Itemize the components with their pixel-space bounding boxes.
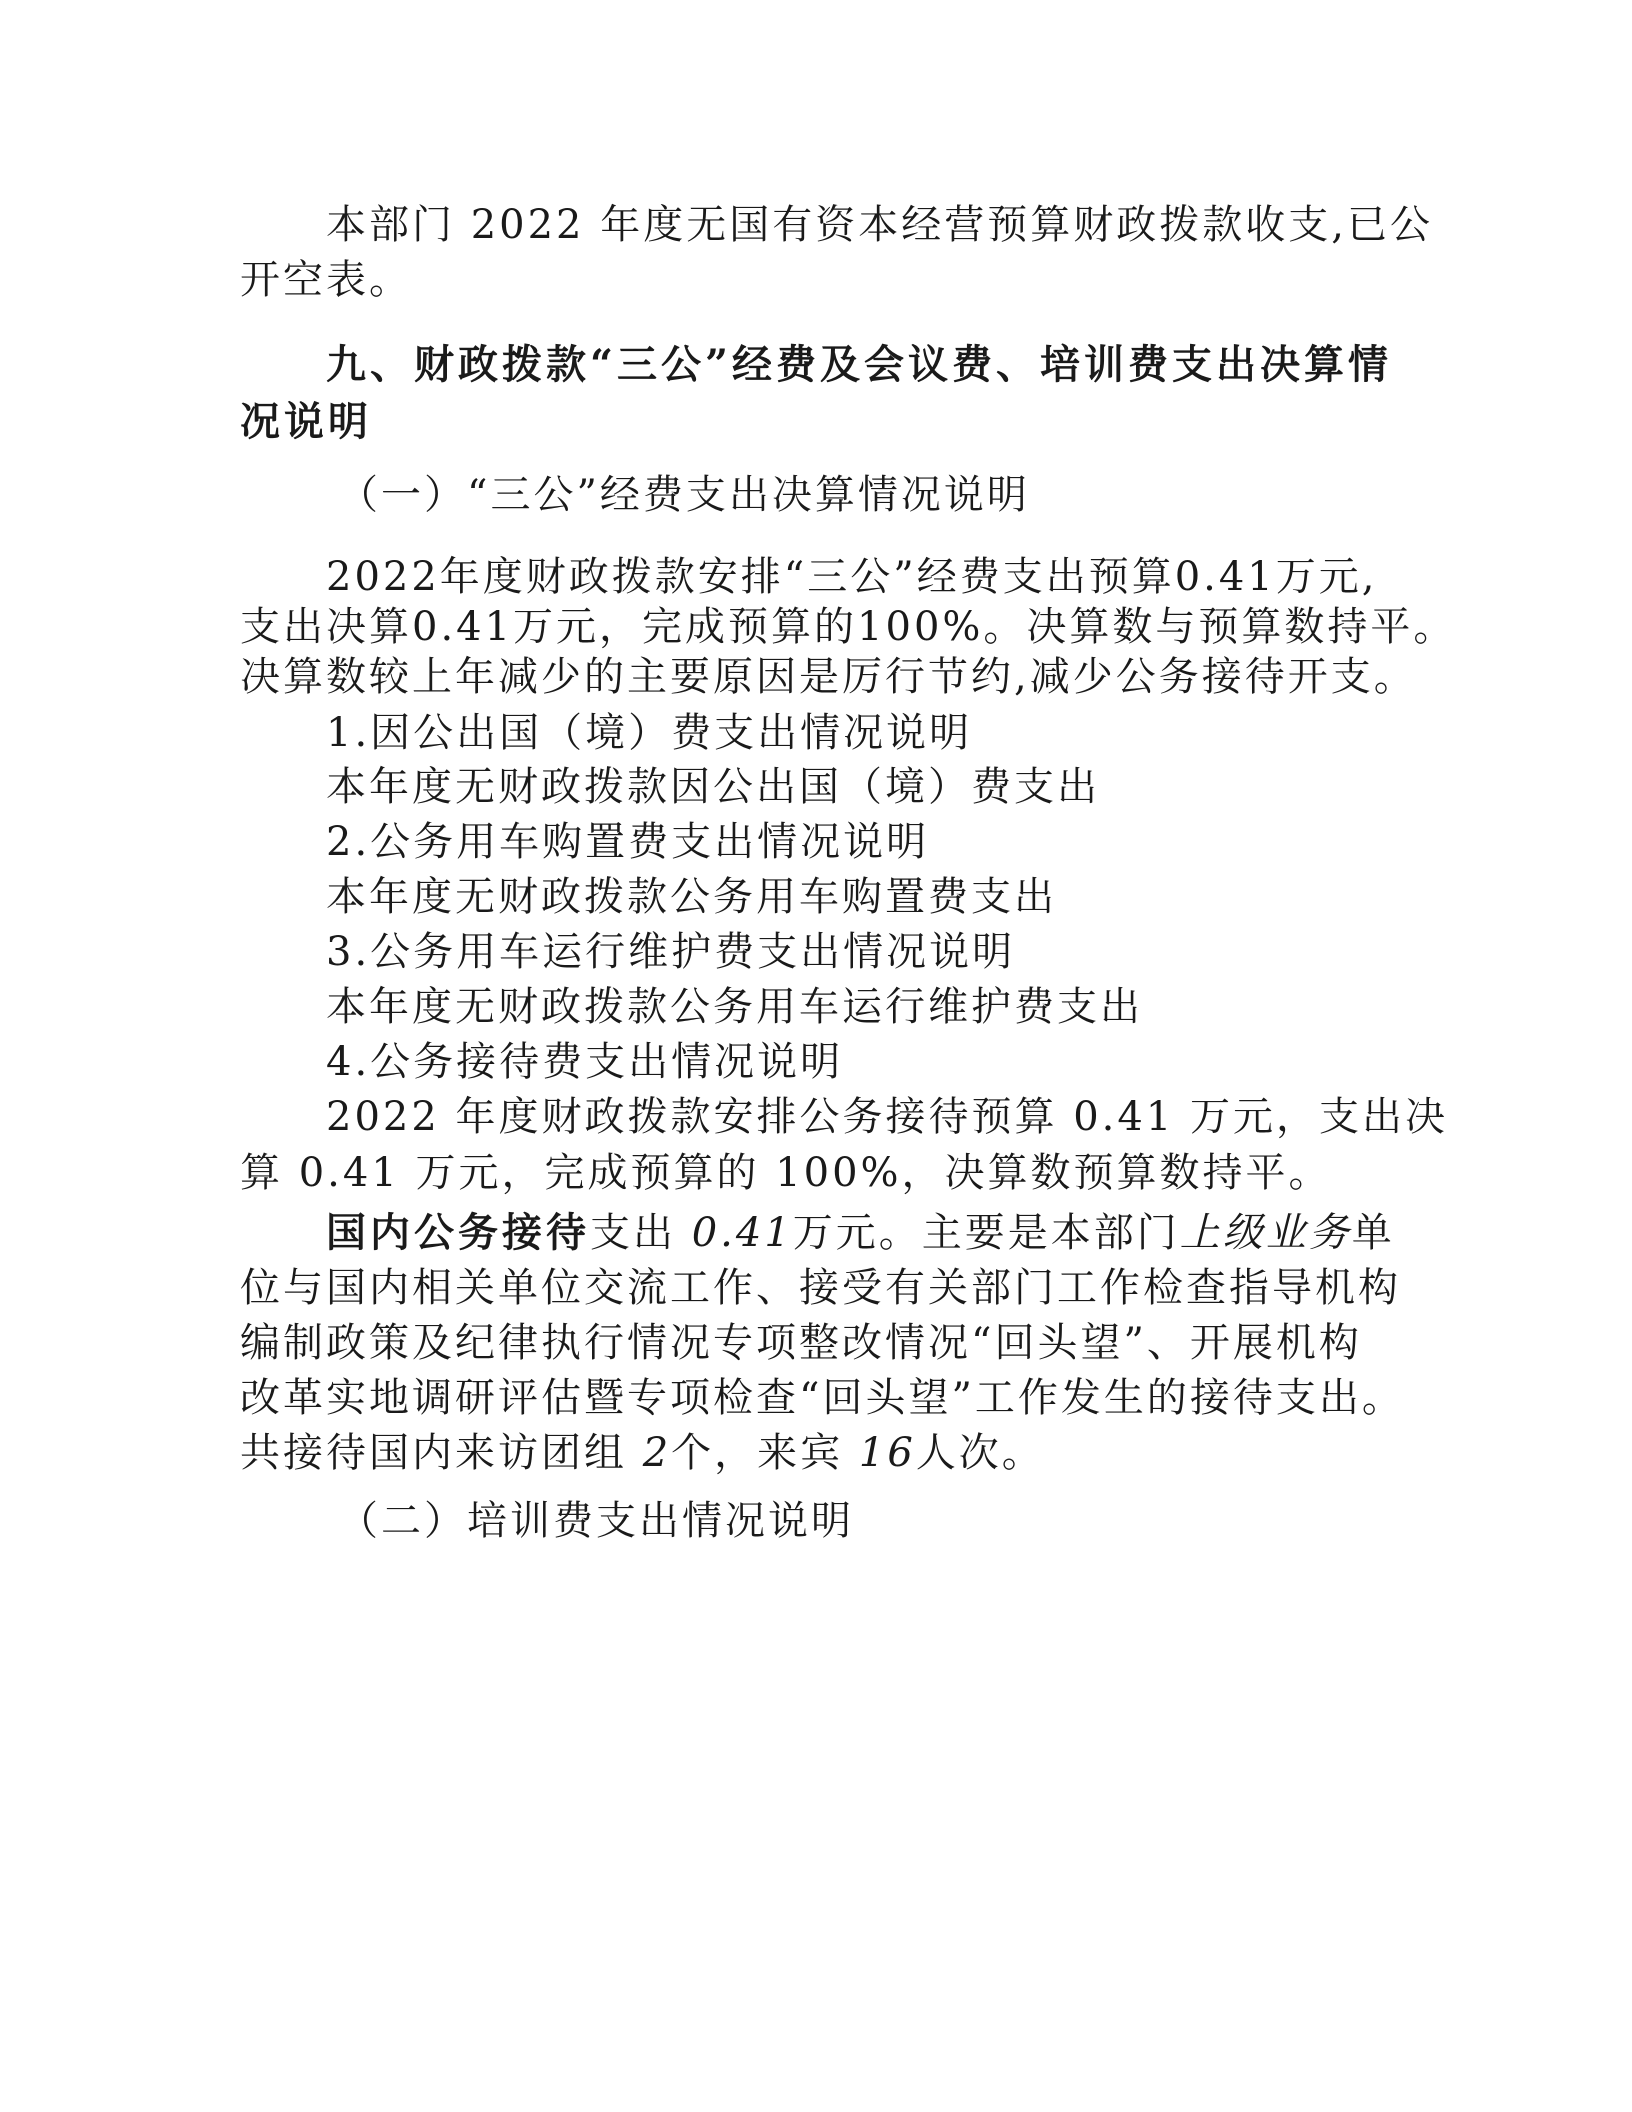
section9-heading-line2: 况说明	[240, 398, 372, 445]
domestic-line5	[240, 1428, 1045, 1478]
domestic-groups: 2	[642, 1430, 672, 1476]
item2-desc: 本年度无财政拨款公务用车购置费支出	[326, 874, 1057, 920]
domestic-line5-mid: 个，来宾	[671, 1430, 859, 1476]
item3-title: 3.公务用车运行维护费支出情况说明	[326, 929, 1016, 975]
item3-desc: 本年度无财政拨款公务用车运行维护费支出	[326, 984, 1143, 1030]
sub2-title: （二）培训费支出情况说明	[338, 1498, 854, 1544]
sub1-title: （一）“三公”经费支出决算情况说明	[338, 472, 1030, 518]
reception-line1: 2022 年度财政拨款安排公务接待预算 0.41 万元，支出决	[326, 1094, 1449, 1140]
domestic-amount: 0.41	[691, 1210, 793, 1256]
item1-desc: 本年度无财政拨款因公出国（境）费支出	[326, 764, 1100, 810]
item4-title: 4.公务接待费支出情况说明	[326, 1039, 844, 1085]
section9-heading-line1: 九、财政拨款“三公”经费及会议费、培训费支出决算情	[326, 341, 1393, 388]
domestic-line2: 位与国内相关单位交流工作、接受有关部门工作检查指导机构	[240, 1265, 1401, 1311]
domestic-line5-pre: 共接待国内来访团组	[240, 1430, 643, 1476]
domestic-text3: 单	[1351, 1210, 1395, 1256]
domestic-text1: 支出	[590, 1210, 692, 1256]
domestic-text2: 万元。主要是本部门	[792, 1210, 1180, 1256]
sub1-summary-line2: 支出决算0.41万元，完成预算的100%。决算数与预算数持平。	[240, 604, 1457, 650]
para1-line1: 本部门 2022 年度无国有资本经营预算财政拨款收支,已公	[326, 202, 1433, 248]
domestic-line4: 改革实地调研评估暨专项检查“回头望”工作发生的接待支出。	[240, 1375, 1405, 1421]
sub1-summary-line3: 决算数较上年减少的主要原因是厉行节约,减少公务接待开支。	[240, 654, 1417, 700]
domestic-line1	[326, 1208, 1395, 1258]
para1-line2: 开空表。	[240, 257, 412, 303]
sub1-summary-line1: 2022年度财政拨款安排“三公”经费支出预算0.41万元,	[326, 554, 1378, 600]
reception-line2: 算 0.41 万元，完成预算的 100%，决算数预算数持平。	[240, 1150, 1332, 1196]
item1-title: 1.因公出国（境）费支出情况说明	[326, 710, 973, 756]
domestic-line3: 编制政策及纪律执行情况专项整改情况“回头望”、开展机构	[240, 1320, 1362, 1366]
domestic-visitors: 16	[858, 1430, 916, 1476]
domestic-label: 国内公务接待	[326, 1209, 590, 1256]
domestic-line5-post: 人次。	[915, 1430, 1045, 1476]
domestic-unit: 上级业务	[1179, 1210, 1352, 1256]
item2-title: 2.公务用车购置费支出情况说明	[326, 819, 930, 865]
